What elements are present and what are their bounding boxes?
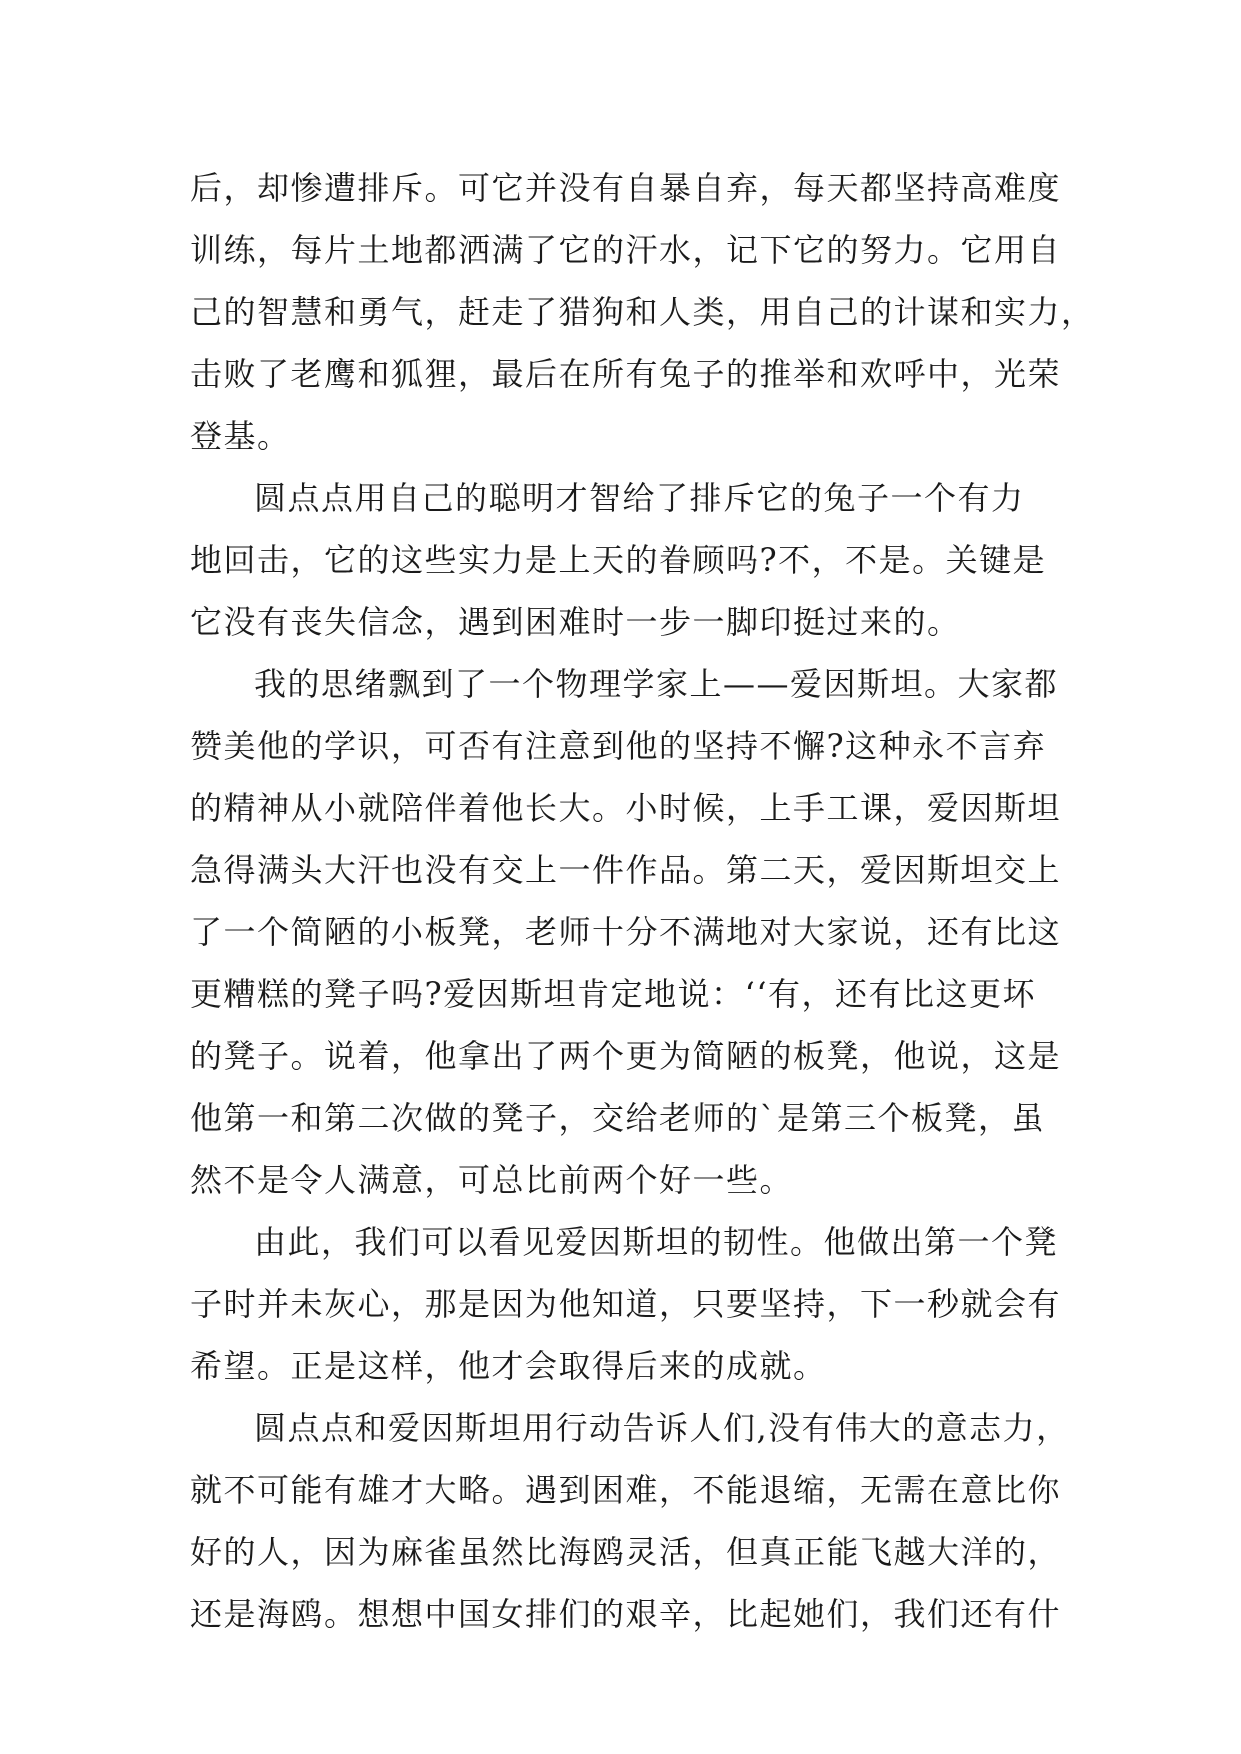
body-text (190, 157, 1095, 1645)
paragraph-3-line-6: 更糟糕的凳子吗?爱因斯坦肯定地说：‘‘有，还有比这更坏 (190, 975, 1037, 1013)
paragraph-1-line-1: 后，却惨遭排斥。可它并没有自暴自弃，每天都坚持高难度 (190, 169, 1062, 207)
paragraph-1-line-3: 己的智慧和勇气，赶走了猎狗和人类，用自己的计谋和实力， (190, 293, 1095, 331)
paragraph-1-line-5: 登基。 (190, 417, 291, 455)
paragraph-2-line-3: 它没有丧失信念，遇到困难时一步一脚印挺过来的。 (190, 603, 961, 641)
paragraph-3-line-9: 然不是令人满意，可总比前两个好一些。 (190, 1161, 794, 1199)
paragraph-1-line-2: 训练，每片土地都洒满了它的汗水，记下它的努力。它用自 (190, 231, 1062, 269)
paragraph-5-line-1: 圆点点和爱因斯坦用行动告诉人们,没有伟大的意志力， (254, 1409, 1070, 1447)
paragraph-3-line-3: 的精神从小就陪伴着他长大。小时候，上手工课，爱因斯坦 (190, 789, 1062, 827)
paragraph-3-line-7: 的凳子。说着，他拿出了两个更为简陋的板凳，他说，这是 (190, 1037, 1062, 1075)
paragraph-5-line-2: 就不可能有雄才大略。遇到困难，不能退缩，无需在意比你 (190, 1471, 1062, 1509)
paragraph-4-line-1: 由此，我们可以看见爱因斯坦的韧性。他做出第一个凳 (254, 1223, 1059, 1261)
paragraph-4-line-2: 子时并未灰心，那是因为他知道，只要坚持，下一秒就会有 (190, 1285, 1062, 1323)
paragraph-3-line-1: 我的思绪飘到了一个物理学家上——爱因斯坦。大家都 (254, 665, 1059, 703)
paragraph-2-line-1: 圆点点用自己的聪明才智给了排斥它的兔子一个有力 (254, 479, 1025, 517)
paragraph-3-line-2: 赞美他的学识，可否有注意到他的坚持不懈?这种永不言弃 (190, 727, 1047, 765)
paragraph-5-line-4: 还是海鸥。想想中国女排们的艰辛，比起她们，我们还有什 (190, 1595, 1062, 1633)
paragraph-3-line-5: 了一个简陋的小板凳，老师十分不满地对大家说，还有比这 (190, 913, 1062, 951)
paragraph-3-line-4: 急得满头大汗也没有交上一件作品。第二天，爱因斯坦交上 (190, 851, 1062, 889)
paragraph-5-line-3: 好的人，因为麻雀虽然比海鸥灵活，但真正能飞越大洋的， (190, 1533, 1062, 1571)
paragraph-1-line-4: 击败了老鹰和狐狸，最后在所有兔子的推举和欢呼中，光荣 (190, 355, 1062, 393)
paragraph-4-line-3: 希望。正是这样，他才会取得后来的成就。 (190, 1347, 827, 1385)
paragraph-2-line-2: 地回击，它的这些实力是上天的眷顾吗?不，不是。关键是 (190, 541, 1047, 579)
paragraph-3-line-8: 他第一和第二次做的凳子，交给老师的`是第三个板凳，虽 (190, 1099, 1046, 1137)
